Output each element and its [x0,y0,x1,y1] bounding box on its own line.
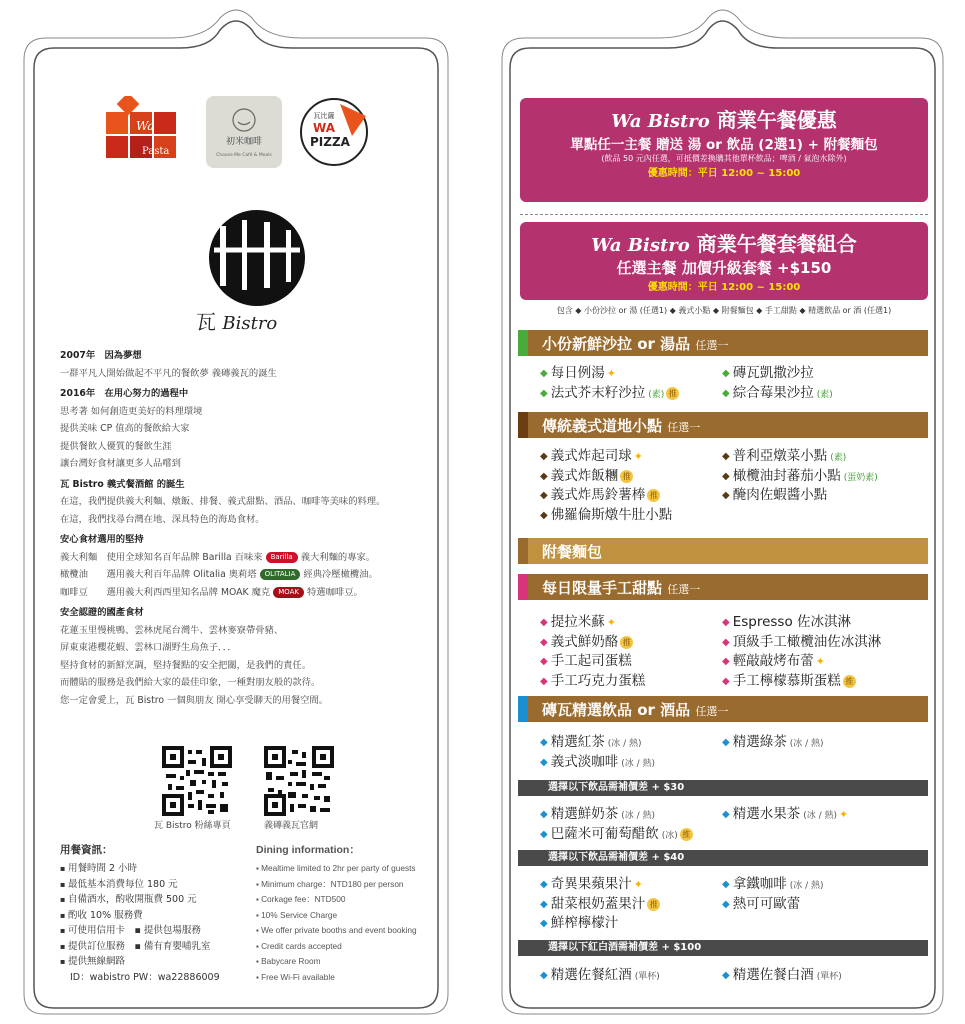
snack-items [540,444,930,522]
recommended-badge-icon: 推 [647,898,660,911]
section-accent [518,538,528,564]
menu-row [540,669,930,689]
fanpage-qr-code[interactable] [162,746,232,816]
section-title: 傳統義式道地小點 [542,417,663,435]
right-menu-panel [500,8,945,1016]
section-title: 附餐麵包 [542,543,603,561]
info-zh-item: ▪ 自備酒水，酌收開瓶費 500 元 [60,892,220,908]
wa-pasta-logo [106,96,182,168]
menu-row [540,503,930,523]
section-salad-soup [518,330,928,356]
menu-item: ◆ 精選佐餐白酒 (單杯) [722,963,842,983]
promo2-brand: Wa Bistro [591,235,690,256]
hot-spark-icon: ✦ [606,367,616,380]
story-line: 提供美味 CP 值高的餐飲給大家 [60,423,190,434]
local-ingredients-heading: 安全認證的國產食材 [60,607,144,618]
menu-row [540,361,930,381]
menu-item: ◆ 精選水果茶 (冰 / 熱) ✦ [722,802,848,822]
recommended-badge-icon: 推 [843,675,856,688]
moak-logo: MOAK [273,587,304,598]
wifi-credentials: ID：wabistro PW：wa22886009 [70,971,220,983]
section-bread [518,538,928,564]
promo2-title: 商業午餐套餐組合 [696,232,857,256]
hot-spark-icon: ✦ [633,450,643,463]
menu-row [540,750,930,770]
brand-story [60,344,420,709]
brand-name [196,306,277,335]
website-qr-code[interactable] [264,746,334,816]
menu-item: ◆ 義式淡咖啡 (冰 / 熱) [540,750,655,770]
menu-item: ◆ 鮮榨檸檬汁 [540,911,618,931]
promo1-title-line [520,104,928,133]
menu-item: ◆ 精選佐餐紅酒 (單杯) [540,963,660,983]
story-line: 思考著 如何創造更美好的料理環境 [60,405,203,417]
menu-item: ◆ 法式芥末籽沙拉 (素) 推 [540,381,679,401]
pizza-mid: WA [313,121,335,135]
drink-40-items [540,872,930,931]
drink-items [540,730,930,769]
lunch-promo-banner [520,98,928,202]
story-heading-2016: 2016年 在用心努力的過程中 [60,388,189,399]
menu-item: ◆ 奇異果蘋果汁 ✦ [540,872,643,892]
hot-spark-icon: ✦ [838,808,849,821]
section-sub: 任選一 [667,583,701,596]
menu-item: ◆ 綜合莓果沙拉 (素) [722,381,833,401]
promo1-line4: 優惠時間：平日 12:00 ~ 15:00 [647,168,801,179]
section-dessert [518,574,928,600]
menu-item: ◆ 頂級手工橄欖油佐冰淇淋 [722,630,881,650]
dining-info-en-title: Dining information： [256,844,360,856]
safe-ingredients-heading: 安心食材選用的堅持 [60,534,144,545]
menu-item: ◆ 拿鐵咖啡 (冰 / 熱) [722,872,823,892]
menu-row [540,911,930,931]
choose-me-cafe-logo [206,96,282,168]
story-heading-bistro: 瓦 Bistro 義式餐酒館 的誕生 [60,478,185,490]
section-accent [518,412,528,438]
menu-item: ◆ 提拉米蘇 ✦ [540,610,616,630]
wa-pizza-mark [296,96,372,168]
promo2-title-line [520,228,928,257]
menu-item: ◆ 義式炸起司球 ✦ [540,444,643,464]
wa-pasta-bottom-text: Pasta [142,146,170,157]
safe-row-barilla: 義大利麵 使用全球知名百年品牌 Barilla 百味來 Barilla 義大利麵的專家。 [60,551,376,563]
local-line: 花蓮玉里慢桃鴨、雲林虎尾台灣牛、雲林麥寮帶骨豬、 [60,624,284,636]
story-heading-2007: 2007年 因為夢想 [60,350,142,361]
local-line: 您一定會愛上，瓦 Bistro 一個與朋友 開心享受聊天的用餐空間。 [60,694,329,706]
menu-item: ◆ 精選鮮奶茶 (冰 / 熱) [540,802,655,822]
menu-item: ◆ 手工巧克力蛋糕 [540,669,645,689]
menu-row [540,730,930,750]
partner-logos [106,96,406,176]
section-italian-snacks [518,412,928,438]
section-sub: 任選一 [695,705,729,718]
menu-row [540,381,930,401]
recommended-badge-icon: 推 [647,489,660,502]
section-title: 磚瓦精選飲品 or 酒品 [542,701,691,719]
promo2-line2: 任選主餐 加價升級套餐 +$150 [616,259,832,277]
combo-includes-note: 包含 ◆ 小份沙拉 or 湯 (任選1) ◆ 義式小點 ◆ 附餐麵包 ◆ 手工甜點 ◆ 精選飲品 or 酒 (任選1) [556,306,892,315]
fanpage-qr-caption: 瓦 Bistro 粉絲專頁 [154,821,231,831]
hot-spark-icon: ✦ [606,616,616,629]
info-en-item: ▪ Minimum charge：NTD180 per person [256,877,417,893]
menu-item: ◆ 手工檸檬慕斯蛋糕 推 [722,669,856,689]
story-line: 在這，我們提供義大利麵、燉飯、排餐、義式甜點、酒品、咖啡等美味的料理。 [60,496,386,507]
info-zh-item: ▪ 提供訂位服務 ▪ 備有育嬰哺乳室 [60,939,220,955]
left-brochure-panel [20,8,452,1016]
wa-pasta-logo-mark [106,96,182,168]
recommended-badge-icon: 推 [620,636,633,649]
info-en-item: ▪ 10% Service Charge [256,908,417,924]
menu-item: ◆ 每日例湯 ✦ [540,361,616,381]
menu-item: ◆ 義式炸飯糰 推 [540,464,633,484]
section-sub: 任選一 [667,421,701,434]
promo1-line3: (飲品 50 元內任選，可抵價差換購其他單杯飲品；啤酒 / 氣泡水除外) [601,154,847,163]
section-divider [520,214,928,215]
local-line: 屏東東港櫻花蝦、雲林口湖野生烏魚子．．． [60,642,237,653]
menu-row [540,963,930,983]
menu-item: ◆ 熱可可歐蕾 [722,892,800,912]
surcharge-40-bar: 選擇以下飲品需補價差 + $40 [518,850,928,866]
wa-pasta-top-text: Wa [136,119,155,133]
pizza-top: 瓦比薩 [313,112,335,120]
menu-item: ◆ 手工起司蛋糕 [540,649,632,669]
menu-item: ◆ 輕敲敲烤布蕾 ✦ [722,649,825,669]
promo1-brand: Wa Bistro [611,111,710,132]
menu-row [540,649,930,669]
menu-item: ◆ 義式炸馬鈴薯棒 推 [540,483,660,503]
coffee-sub: Choose Me Café & Meals [216,153,272,158]
menu-item: ◆ 橄欖油封蕃茄小點 (蛋奶素) [722,464,878,484]
menu-item: ◆ Espresso 佐冰淇淋 [722,610,851,630]
section-drinks [518,696,928,722]
local-line: 而體貼的服務是我們給大家的最佳印象，一種對朋友般的款待。 [60,677,321,688]
menu-item: ◆ 佛羅倫斯燉牛肚小點 [540,503,672,523]
info-zh-item: ▪ 提供無線網路 [60,954,220,970]
coffee-title: 初米咖啡 [225,137,263,147]
info-en-item: ▪ Free Wi-Fi available [256,970,417,986]
menu-item: ◆ 精選紅茶 (冰 / 熱) [540,730,641,750]
menu-row [540,610,930,630]
safe-row-olitalia: 橄欖油 選用義大利百年品牌 Olitalia 奧莉塔 OLITALIA 經典冷壓橄欖油。 [60,569,378,580]
section-accent [518,574,528,600]
menu-item: ◆ 精選綠茶 (冰 / 熱) [722,730,823,750]
menu-item: ◆ 醃肉佐蝦醬小點 [722,483,827,503]
website-qr-caption: 義磚義瓦官網 [264,821,319,831]
promo1-title: 商業午餐優惠 [716,108,837,132]
info-zh-item: ▪ 最低基本消費每位 180 元 [60,877,220,893]
section-accent [518,696,528,722]
info-en-item: ▪ Credit cards accepted [256,939,417,955]
menu-row [540,872,930,892]
menu-item: ◆ 義式鮮奶酪 推 [540,630,633,650]
barilla-logo: Barilla [266,552,298,563]
menu-row [540,483,930,503]
olitalia-logo: OLITALIA [260,569,301,580]
section-title: 小份新鮮沙拉 or 湯品 [542,335,691,353]
info-en-item: ▪ Babycare Room [256,954,417,970]
brand-bistro: Bistro [222,313,278,334]
wine-items [540,963,930,983]
menu-row [540,802,930,822]
story-line: 提供餐飲人優質的餐飲生涯 [60,440,172,452]
local-line: 堅持食材的新鮮烹調，堅持餐點的安全把關，是我們的責任。 [60,659,312,671]
info-zh-item: ▪ 可使用信用卡 ▪ 提供包場服務 [60,923,220,939]
info-en-item: ▪ Mealtime limited to 2hr per party of guests [256,861,417,877]
menu-row [540,892,930,912]
menu-row [540,464,930,484]
recommended-badge-icon: 推 [680,828,693,841]
info-en-item: ▪ Corkage fee：NTD500 [256,892,417,908]
section-title: 每日限量手工甜點 [542,579,663,597]
recommended-badge-icon: 推 [620,470,633,483]
pizza-bottom: PIZZA [310,135,350,149]
menu-row [540,822,930,842]
dining-info-zh-title: 用餐資訊： [60,844,113,856]
dining-info-en [256,842,417,985]
info-zh-item: ▪ 用餐時間 2 小時 [60,861,220,877]
drink-30-items [540,802,930,841]
info-en-item: ▪ We offer private booths and event booking [256,923,417,939]
hot-spark-icon: ✦ [633,878,643,891]
menu-item: ◆ 甜菜根奶蓋果汁 推 [540,892,660,912]
hot-spark-icon: ✦ [815,655,825,668]
recommended-badge-icon: 推 [666,387,679,400]
surcharge-30-bar: 選擇以下飲品需補價差 + $30 [518,780,928,796]
section-sub: 任選一 [695,339,729,352]
brand-char: 瓦 [196,310,216,334]
lunch-combo-banner [520,222,928,300]
menu-item: ◆ 普利亞燉菜小點 (素) [722,444,846,464]
dessert-items [540,610,930,688]
menu-item: ◆ 磚瓦凱撒沙拉 [722,361,814,381]
wa-pizza-logo [296,96,372,168]
safe-row-moak: 咖啡豆 選用義大利西西里知名品牌 MOAK 魔克 MOAK 特選咖啡豆。 [60,586,363,598]
section-accent [518,330,528,356]
story-line: 在這，我們找尋台灣在地、深具特色的海島食材。 [60,513,265,525]
choose-me-cafe-mark [206,96,282,168]
promo2-line3: 優惠時間：平日 12:00 ~ 15:00 [647,282,801,293]
dining-info-zh [60,842,220,985]
menu-row [540,630,930,650]
surcharge-100-bar: 選擇以下紅白酒需補價差 + $100 [518,940,928,956]
salad-items [540,361,930,400]
story-line: 一群平凡人開始做起不平凡的餐飲夢 義磚義瓦的誕生 [60,367,277,379]
promo1-line2: 單點任一主餐 贈送 湯 or 飲品 (2選1) + 附餐麵包 [570,137,878,153]
menu-row [540,444,930,464]
menu-item: ◆ 巴薩米可葡萄醋飲 (冰) 推 [540,822,693,842]
info-zh-item: ▪ 酌收 10% 服務費 [60,908,220,924]
story-line: 讓台灣好食材讓更多人品嚐到 [60,458,181,469]
